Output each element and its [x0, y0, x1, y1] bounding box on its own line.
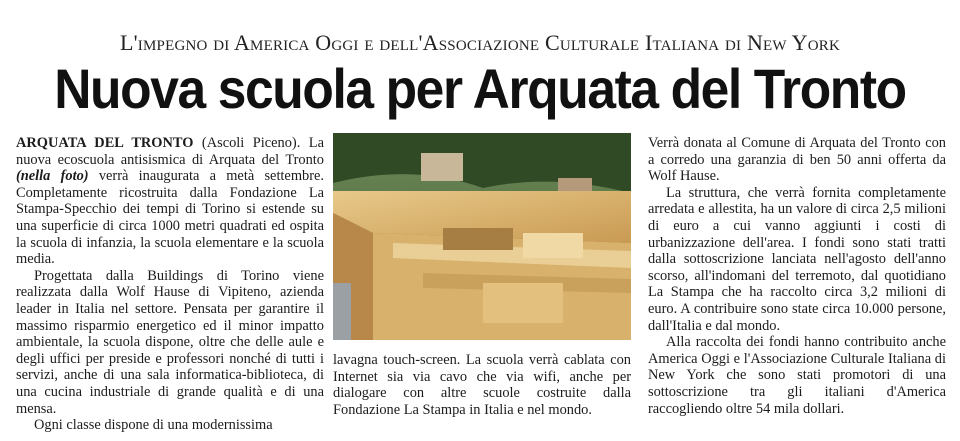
- paragraph-1: [16, 135, 324, 268]
- article-kicker: L'impegno di America Oggi e dell'Associazione Culturale Italiana di New York: [120, 30, 840, 55]
- article-headline: Nuova scuola per Arquata del Tronto: [54, 57, 906, 120]
- dateline: ARQUATA DEL TRONTO: [16, 135, 194, 151]
- dateline-rest: (Ascoli Piceno). La nuova ecoscuola antisismica di Arquata del Tronto: [16, 135, 324, 168]
- column-2: [333, 352, 631, 418]
- construction-photo: [333, 133, 631, 340]
- school-construction-image: [333, 133, 631, 340]
- photo-reference: (nella foto): [16, 168, 89, 185]
- paragraph-4: lavagna touch-screen. La scuola verrà cablata con Internet sia via cavo che via wifi, anche per dialogare con altre scuole costruite dalla Fondazione La Stampa in Italia e nel mondo.: [333, 352, 631, 418]
- paragraph-1-rest: verrà inaugurata a metà settembre. Completamente ricostruita dalla Fondazione La Stampa-Specchio dei tempi di Torino si estende su una superficie di circa 1000 metri quadrati ed ospita la scuola di infanzia, la scuola elementare e la scuola media.: [16, 168, 324, 268]
- paragraph-3: Ogni classe dispone di una modernissima: [34, 417, 273, 434]
- paragraph-6: La struttura, che verrà fornita completamente arredata e allestita, ha un valore di circa 2,5 milioni di euro a cui vanno aggiunti i costi di urbanizzazione dell'area. I fondi sono stati tratti dalla sottoscrizione lanciata nell'agosto dell'anno scorso, all'indomani del terremoto, dal quotidiano La Stampa che ha raccolto circa 3,2 milioni di euro. A contribuire sono state circa 10.000 persone, dall'Italia e dal mondo.: [648, 184, 946, 334]
- column-1: [16, 135, 324, 434]
- paragraph-2: Progettata dalla Buildings di Torino viene realizzata dalla Wolf Hause di Vipiteno, azienda leader in Italia nel settore. Pensata per garantire il massimo risparmio energetico ed il minor impatto ambientale, la scuola dispone, oltre che delle aule e degli uffici per preside e professori nonché di tutti i servizi, anche di una sala informatica-biblioteca, di una cucina industriale di grande qualità e di una mensa.: [16, 267, 324, 417]
- paragraph-7: Alla raccolta dei fondi hanno contribuito anche America Oggi e l'Associazione Culturale Italiana di New York che sono stati promotori di una sottoscrizione tra gli italiani d'America raccogliendo oltre 54 mila dollari.: [648, 334, 946, 417]
- column-3: [648, 135, 946, 417]
- paragraph-5: Verrà donata al Comune di Arquata del Tronto con a corredo una garanzia di ben 50 anni offerta da Wolf Hause.: [648, 135, 946, 185]
